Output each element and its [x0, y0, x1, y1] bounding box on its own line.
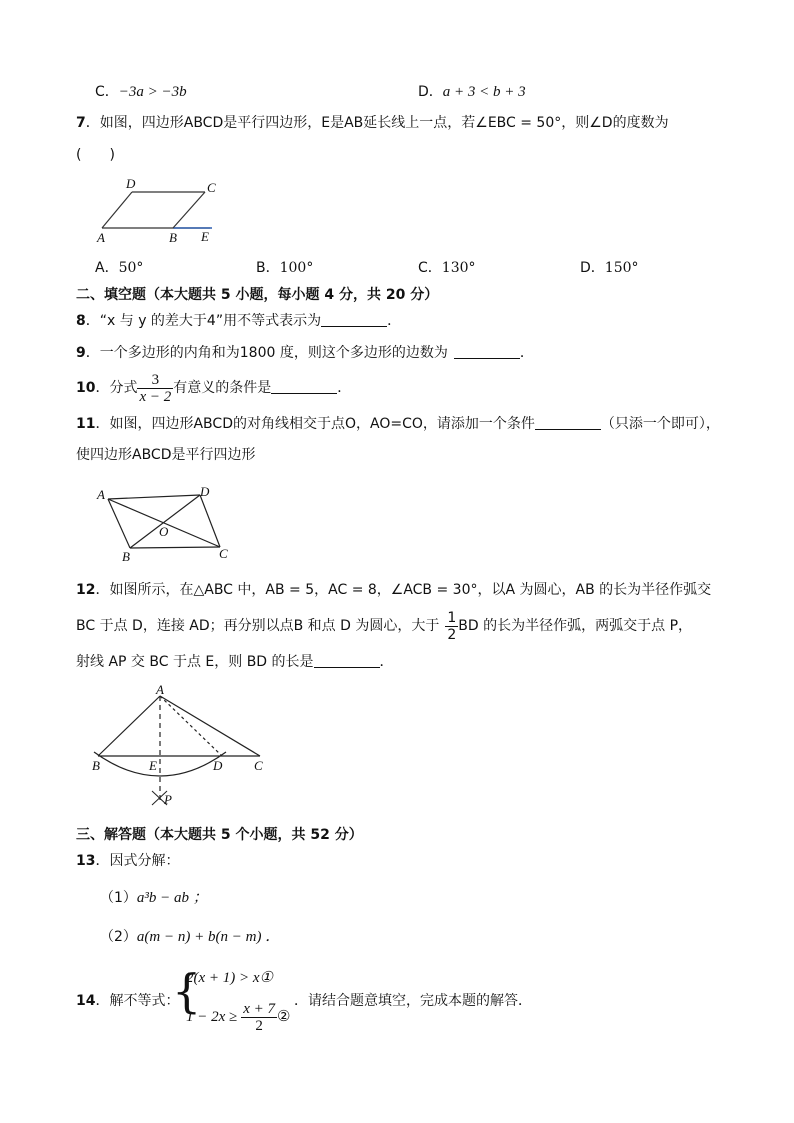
q7-side-ad	[102, 192, 132, 228]
q12-text2a: BC 于点 D，连接 AD；再分别以点B 和点 D 为圆心，大于	[76, 618, 440, 634]
q12-text3: 射线 AP 交 BC 于点 E，则 BD 的长是	[76, 654, 314, 670]
q7-option-c	[418, 258, 476, 278]
q14-post: ．请结合题意填空，完成本题的解答．	[294, 993, 532, 1009]
q7-text: ．如图，四边形ABCD是平行四边形，E是AB延长线上一点，若∠EBC = 50°，则∠D的度数为	[85, 115, 669, 131]
q7-option-a-value: 50°	[118, 260, 144, 276]
q8	[76, 311, 401, 331]
q7-answer-paren: ( )	[76, 147, 115, 163]
q14-ineq2-left: 1 − 2x ≥	[186, 1009, 238, 1025]
q11-side-cb	[130, 547, 220, 548]
q11-answer-blank[interactable]	[535, 415, 601, 430]
q7-label-a: A	[97, 230, 105, 245]
q7-stem	[76, 113, 669, 133]
q7-option-c-label: C．	[418, 260, 442, 276]
q7-label-c: C	[207, 180, 216, 195]
q9-end: ．	[519, 345, 534, 361]
q8-text: ．“x 与 y 的差大于4”用不等式表示为	[85, 313, 322, 329]
q10	[76, 368, 351, 408]
q7-label-b: B	[169, 230, 177, 245]
q13-number: 13	[76, 853, 96, 869]
q7-option-b	[256, 258, 313, 278]
q12-text1: ．如图所示，在△ABC 中，AB = 5，AC = 8，∠ACB = 30°，以A 为圆心，AB 的长为半径作弧交	[95, 582, 712, 598]
q12-half-numerator: 1	[447, 609, 457, 626]
section3-title: 三、解答题（本大题共 5 个小题，共 52 分）	[76, 827, 363, 843]
section2-title: 二、填空题（本大题共 5 小题，每小题 4 分，共 20 分）	[76, 287, 439, 303]
q12-label-d: D	[213, 758, 223, 773]
q10-answer-blank[interactable]	[271, 379, 337, 394]
q10-end: ．	[337, 380, 352, 396]
q12-line2	[76, 606, 692, 646]
q9-answer-blank[interactable]	[454, 344, 520, 359]
q14-ineq2-denominator: 2	[255, 1018, 263, 1035]
q11-label-a: A	[97, 487, 105, 502]
q7-parallelogram-figure	[90, 172, 230, 250]
q11-text1: ．如图，四边形ABCD的对角线相交于点O，AO=CO，请添加一个条件	[95, 416, 535, 432]
q11-line1	[76, 414, 720, 434]
q12-number: 12	[76, 582, 96, 598]
q11-parallelogram-figure	[90, 482, 240, 566]
q10-fraction-numerator: 3	[137, 372, 173, 389]
q12-half-fraction	[445, 610, 458, 643]
q13-part1-expr: a³b − ab ；	[136, 890, 208, 906]
q12-side-ac	[160, 696, 260, 756]
q12-segment-ad	[160, 696, 222, 756]
q11-label-o: O	[159, 524, 169, 539]
q12-end: ．	[379, 654, 394, 670]
q7-option-d	[580, 258, 639, 278]
q14-number: 14	[76, 993, 96, 1009]
q6-option-c-expr: −3a > −3b	[118, 84, 187, 100]
q11-diagonal-bd	[130, 495, 200, 548]
q10-fraction	[137, 372, 173, 405]
q10-pre: ．分式	[95, 380, 138, 396]
q14-pre: ．解不等式：	[95, 993, 180, 1009]
q14-system-brace: {	[172, 964, 202, 1018]
q13-stem	[76, 851, 179, 871]
q11-side-ba	[108, 499, 130, 548]
q7-option-a-label: A．	[95, 260, 119, 276]
q12-label-a: A	[156, 682, 164, 697]
q14-ineq2-fraction	[241, 1001, 277, 1034]
q12-triangle-figure	[88, 682, 278, 814]
q12-text2b: BD 的长为半径作弧，两弧交于点 P，	[458, 618, 693, 634]
q6-option-d-expr: a + 3 < b + 3	[442, 84, 526, 100]
q12-label-p: P	[164, 792, 172, 807]
q6-option-c	[95, 82, 187, 102]
q14-stem	[76, 991, 179, 1011]
q12-answer-blank[interactable]	[314, 653, 380, 668]
q10-fraction-denominator: x − 2	[139, 388, 172, 405]
q7-side-cb	[173, 192, 205, 228]
q13-part1	[100, 888, 208, 908]
q14-ineq2-numerator: x + 7	[243, 1001, 276, 1018]
q12-line1	[76, 580, 711, 600]
q7-option-b-label: B．	[256, 260, 280, 276]
q11-side-ad	[108, 495, 200, 499]
q11-label-b: B	[122, 549, 130, 564]
q13-part2-label: （2）	[100, 929, 137, 945]
q7-label-d: D	[126, 176, 136, 191]
q13-part2	[100, 927, 280, 947]
q9-number: 9	[76, 345, 86, 361]
q11-line2: 使四边形ABCD是平行四边形	[76, 447, 256, 463]
q12-label-c: C	[254, 758, 263, 773]
q13-part2-expr: a(m − n) + b(n − m) ．	[136, 929, 281, 945]
q6-option-c-label: C．	[95, 84, 119, 100]
q12-half-denominator: 2	[447, 626, 457, 643]
q11-label-c: C	[219, 546, 228, 561]
q14-inequality-2	[186, 997, 291, 1037]
q7-option-d-value: 150°	[604, 260, 639, 276]
q9	[76, 343, 534, 363]
q14-ineq2-mark: ②	[277, 1009, 291, 1025]
q9-text: ．一个多边形的内角和为1800 度，则这个多边形的边数为	[85, 345, 448, 361]
q7-option-d-label: D．	[580, 260, 605, 276]
q12-label-b: B	[92, 758, 100, 773]
q14-inequality-1: 2(x + 1) > x①	[186, 970, 273, 986]
q12-line3	[76, 652, 394, 672]
q8-answer-blank[interactable]	[321, 312, 387, 327]
q8-number: 8	[76, 313, 86, 329]
q12-side-ab	[98, 696, 160, 756]
q12-label-e: E	[149, 758, 157, 773]
q11-number: 11	[76, 416, 96, 432]
q8-end: ．	[387, 313, 402, 329]
q6-option-d	[418, 82, 526, 102]
q11-label-d: D	[200, 484, 210, 499]
q11-text1b: （只添一个即可），	[600, 416, 720, 432]
q7-option-b-value: 100°	[279, 260, 314, 276]
q7-number: 7	[76, 115, 86, 131]
q10-post: 有意义的条件是	[173, 380, 272, 396]
q10-number: 10	[76, 380, 96, 396]
q7-option-c-value: 130°	[441, 260, 476, 276]
q13-text: ．因式分解：	[95, 853, 180, 869]
q7-option-a	[95, 258, 143, 278]
q6-option-d-label: D．	[418, 84, 443, 100]
q13-part1-label: （1）	[100, 890, 137, 906]
q7-label-e: E	[201, 229, 209, 244]
